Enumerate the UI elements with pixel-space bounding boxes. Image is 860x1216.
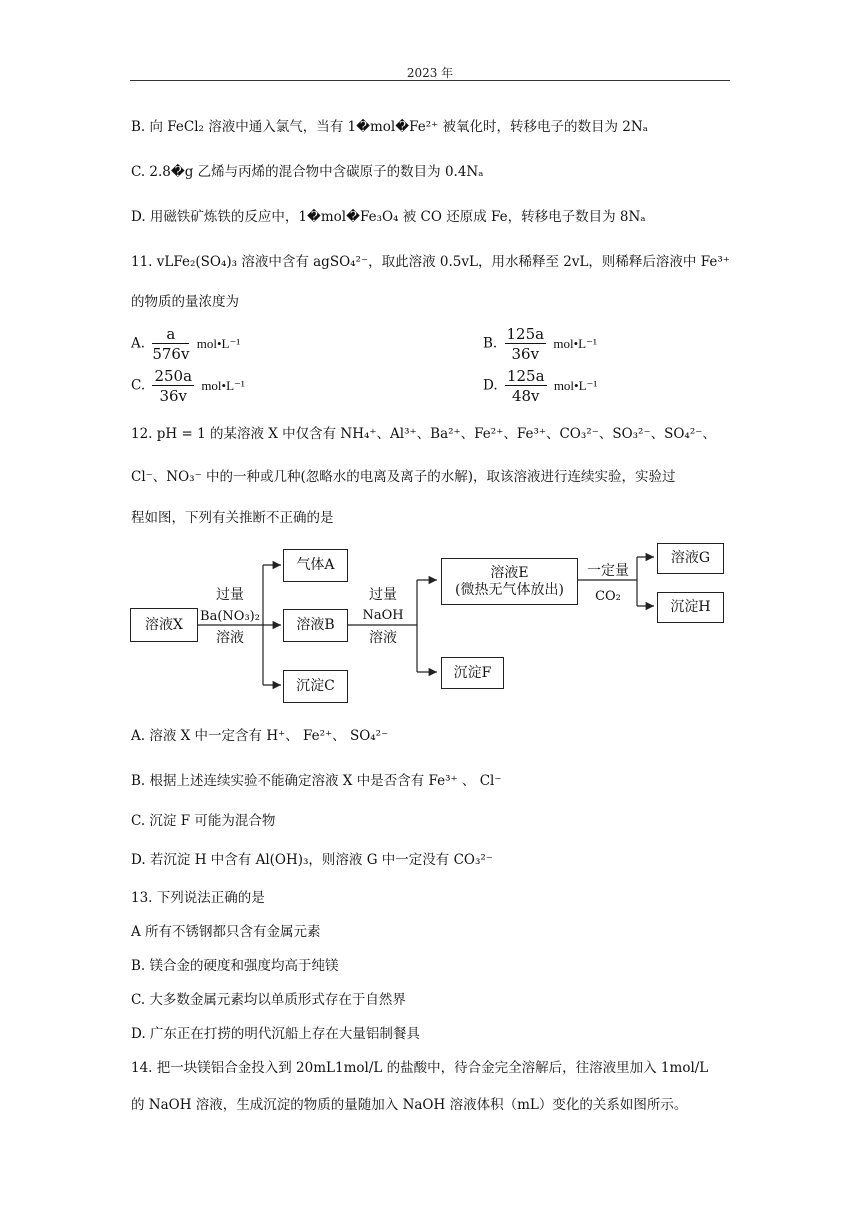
q11-option-b: B. $\frac{125a}{36v}$ mol•L⁻¹	[483, 325, 597, 363]
solution-e-label: 溶液E	[490, 564, 529, 581]
reagent-label-3a: 一定量	[587, 563, 629, 579]
reagent-label-2c: 溶液	[369, 630, 397, 646]
box-solution-b: 溶液B	[283, 609, 348, 642]
solution-e-note: (微热无气体放出)	[455, 581, 564, 598]
q11-option-a: A. $\frac{a}{576v}$ mol•L⁻¹	[131, 325, 241, 363]
q11-option-d: D. $\frac{125a}{48v}$ mol•L⁻¹	[483, 367, 598, 405]
q12-option-c: C. 沉淀 F 可能为混合物	[131, 813, 276, 829]
q13-option-a: A 所有不锈钢都只含有金属元素	[131, 924, 321, 940]
reagent-label-1a: 过量	[216, 587, 244, 603]
fraction: $\frac{125a}{36v}$	[506, 325, 545, 363]
unit-label: mol•L⁻¹	[553, 378, 598, 393]
q11-option-c: C. $\frac{250a}{36v}$ mol•L⁻¹	[131, 367, 245, 405]
q13-stem: 13. 下列说法正确的是	[131, 890, 265, 906]
q11-stem-line2: 的物质的量浓度为	[131, 294, 239, 310]
unit-label: mol•L⁻¹	[553, 336, 597, 351]
box-solution-e	[441, 558, 578, 605]
reagent-label-1c: 溶液	[216, 630, 244, 646]
box-gas-a: 气体A	[283, 549, 348, 582]
q12-stem-line3: 程如图，下列有关推断不正确的是	[131, 510, 334, 526]
reagent-label-2a: 过量	[369, 587, 397, 603]
fraction: $\frac{a}{576v}$	[152, 325, 190, 363]
box-precip-c: 沉淀C	[283, 670, 348, 703]
reagent-label-2b: NaOH	[362, 608, 404, 623]
page-header: 2023 年	[406, 66, 454, 80]
q13-option-c: C. 大多数金属元素均以单质形式存在于自然界	[131, 992, 406, 1008]
box-precip-h: 沉淀H	[657, 592, 724, 623]
q12-stem-line1: 12. pH = 1 的某溶液 X 中仅含有 NH₄⁺、Al³⁺、Ba²⁺、Fe²⁺、Fe³⁺、CO₃²⁻、SO₃²⁻、SO₄²⁻、	[131, 426, 716, 442]
unit-label: mol•L⁻¹	[196, 336, 241, 351]
q13-option-b: B. 镁合金的硬度和强度均高于纯镁	[131, 958, 339, 974]
q12-stem-line2: Cl⁻、NO₃⁻ 中的一种或几种(忽略水的电离及离子的水解)，取该溶液进行连续实验，实验过	[131, 469, 676, 485]
q10-option-b: B. 向 FeCl₂ 溶液中通入氯气，当有 1�mol�Fe²⁺ 被氧化时，转移电子的数目为 2Nₐ	[131, 119, 648, 135]
q13-option-d: D. 广东正在打捞的明代沉船上存在大量铝制餐具	[131, 1026, 420, 1042]
q11-stem-line1: 11. vLFe₂(SO₄)₃ 溶液中含有 agSO₄²⁻，取此溶液 0.5vL，用水稀释至 2vL，则稀释后溶液中 Fe³⁺	[131, 254, 730, 270]
reagent-label-1b: Ba(NO₃)₂	[200, 609, 260, 624]
fraction: $\frac{250a}{36v}$	[154, 367, 193, 405]
reagent-label-3b: CO₂	[595, 589, 621, 604]
q12-option-a: A. 溶液 X 中一定含有 H⁺、 Fe²⁺、 SO₄²⁻	[131, 728, 389, 744]
q10-option-d: D. 用磁铁矿炼铁的反应中，1�mol�Fe₃O₄ 被 CO 还原成 Fe，转移电子数目为 8Nₐ	[131, 209, 646, 225]
unit-label: mol•L⁻¹	[201, 378, 245, 393]
box-precip-f: 沉淀F	[441, 657, 504, 689]
q10-option-c: C. 2.8�g 乙烯与丙烯的混合物中含碳原子的数目为 0.4Nₐ	[131, 164, 484, 180]
box-solution-g: 溶液G	[657, 543, 724, 574]
box-solution-x: 溶液X	[130, 608, 198, 642]
q14-stem-line1: 14. 把一块镁铝合金投入到 20mL1mol/L 的盐酸中，待合金完全溶解后，往溶液里加入 1mol/L	[131, 1060, 709, 1076]
q12-option-d: D. 若沉淀 H 中含有 Al(OH)₃，则溶液 G 中一定没有 CO₃²⁻	[131, 852, 493, 868]
q12-option-b: B. 根据上述连续实验不能确定溶液 X 中是否含有 Fe³⁺ 、 Cl⁻	[131, 773, 502, 789]
q14-stem-line2: 的 NaOH 溶液，生成沉淀的物质的量随加入 NaOH 溶液体积（mL）变化的关系如图所示。	[131, 1097, 688, 1113]
fraction: $\frac{125a}{48v}$	[506, 367, 545, 405]
